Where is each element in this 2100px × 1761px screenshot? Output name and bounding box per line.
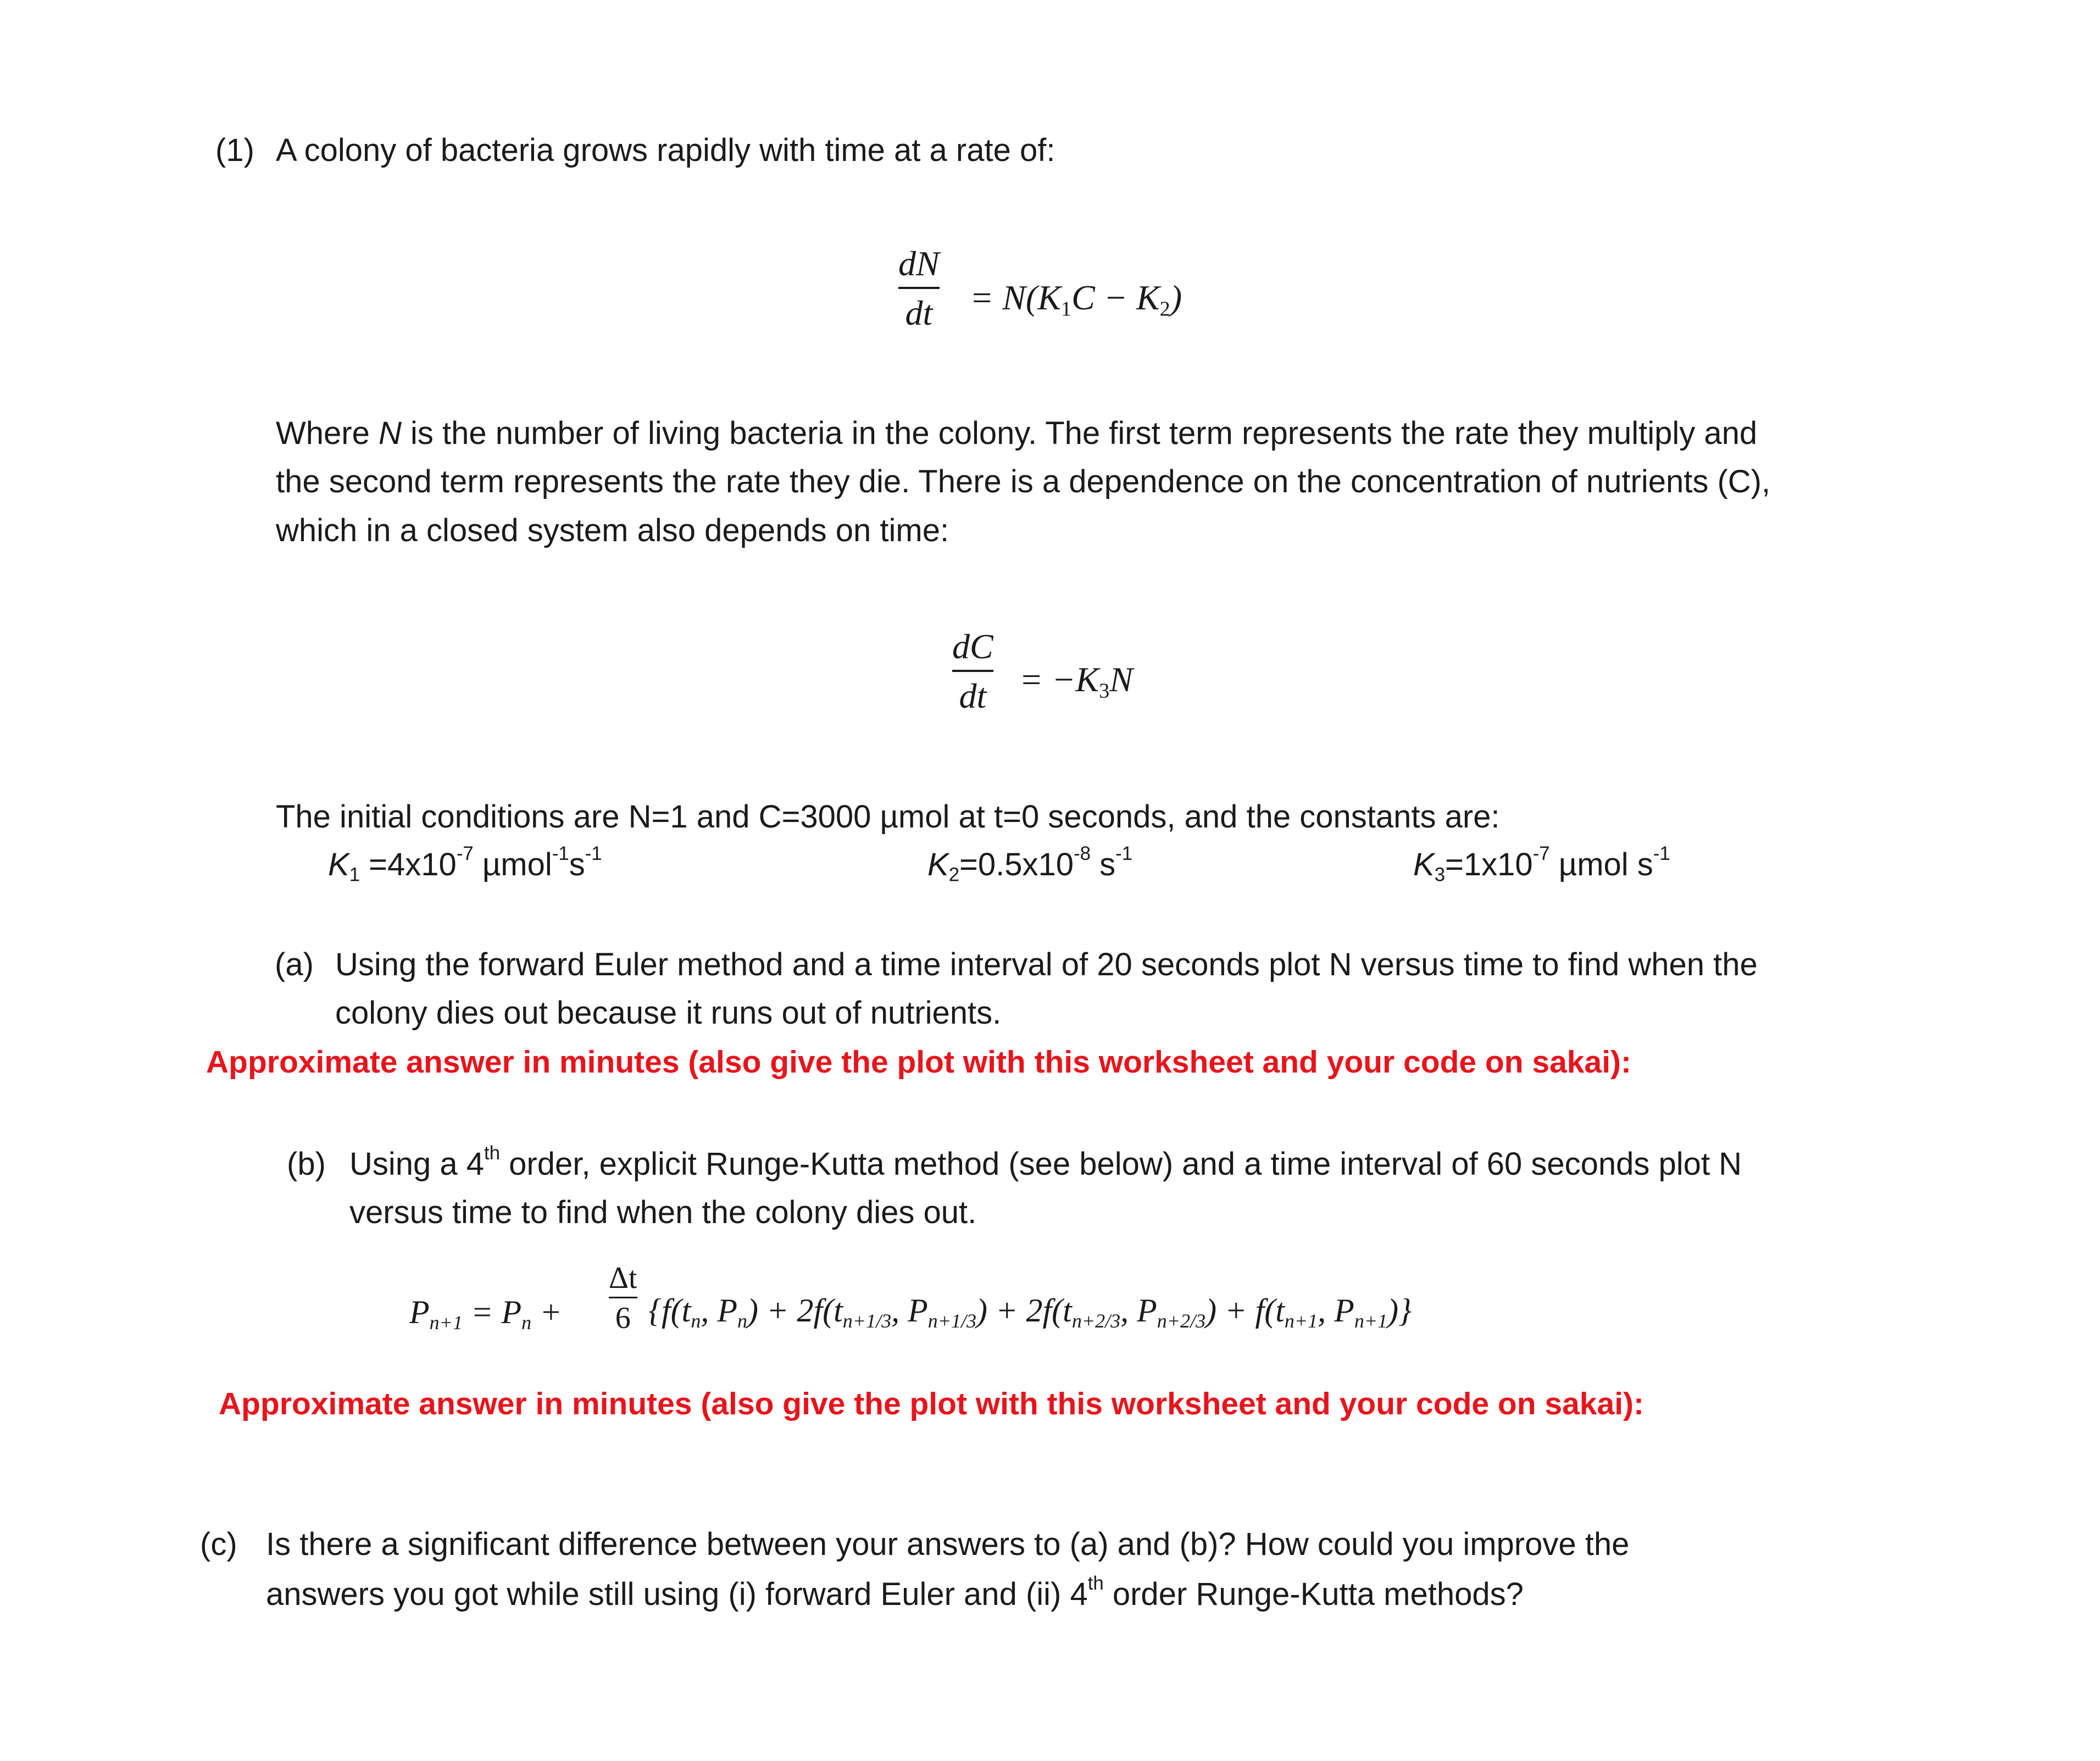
- eq2-sub: 3: [1099, 679, 1110, 703]
- part-c-line2: [266, 1573, 1524, 1612]
- rk-body: {$f(t_n$, $P_n) + 2f(t_{n+1/3}$, $P_{n+1/3}) + 2f(t_{n+2/3}$, $P_{n+2/3}) + f(t_{n+1}$, $P_{n+1}$)}: [648, 1292, 1412, 1332]
- para1-line1-n: N: [378, 415, 402, 451]
- part-c-label: (c): [200, 1526, 237, 1562]
- eq1-numerator: dN: [898, 244, 940, 283]
- part-b-line2: versus time to find when the colony dies out.: [349, 1195, 977, 1230]
- k2-sub: 2: [948, 864, 960, 886]
- part-b-line1-a: Using a 4: [349, 1146, 485, 1182]
- rk-eq-sub: n: [521, 1311, 532, 1334]
- k1-exp: -7: [456, 843, 474, 865]
- part-b-line1: [349, 1142, 1742, 1182]
- part-b-label: (b): [287, 1146, 326, 1182]
- k2-value: =0.5x10: [959, 847, 1074, 882]
- k1-unit-exp1: -1: [552, 843, 569, 865]
- part-c-line2-b: order Runge-Kutta methods?: [1103, 1576, 1524, 1612]
- k3-unit-exp: -1: [1653, 843, 1670, 865]
- rk-fraction-bar: [609, 1297, 637, 1298]
- eq1-rhs-c: ): [1170, 278, 1182, 317]
- rk-eq-p: = P: [462, 1294, 522, 1330]
- para1-line1-a: Where: [276, 415, 379, 451]
- part-c-line2-sup: th: [1087, 1573, 1104, 1595]
- eq2-rhs: [1019, 660, 1133, 703]
- part-a-line1: Using the forward Euler method and a time interval of 20 seconds plot N versus time to find when the: [335, 947, 1758, 982]
- k1-label: K: [328, 847, 349, 882]
- k3-value: =1x10: [1445, 847, 1533, 882]
- rk-lhs: [409, 1294, 562, 1334]
- constant-k1: [328, 843, 602, 886]
- k1-unit-exp2: -1: [585, 843, 602, 865]
- k1-unit2: s: [569, 847, 585, 882]
- k3-unit: µmol s: [1549, 847, 1653, 882]
- eq1-rhs-b: C − K: [1071, 278, 1160, 317]
- rk-fraction-den: 6: [615, 1301, 631, 1335]
- para1-line1-b: is the number of living bacteria in the colony. The first term represents the rate they multiply and: [401, 415, 1758, 451]
- eq2-rhs-a: = −K: [1019, 660, 1099, 699]
- part-a-answer-prompt: Approximate answer in minutes (also give the plot with this worksheet and your code on sakai):: [206, 1045, 1632, 1080]
- part-b-line1-b: order, explicit Runge-Kutta method (see below) and a time interval of 60 seconds plot N: [500, 1146, 1742, 1182]
- rk-lhs-sub: n+1: [429, 1311, 463, 1334]
- eq2-fraction-bar: [952, 670, 993, 672]
- k3-label: K: [1413, 847, 1435, 882]
- constant-k2: [927, 843, 1133, 886]
- eq1-fraction-bar: [898, 287, 940, 289]
- k2-label: K: [927, 847, 949, 882]
- part-a-line2: colony dies out because it runs out of nutrients.: [335, 995, 1002, 1031]
- k3-exp: -7: [1532, 843, 1550, 865]
- eq2-denominator: dt: [959, 676, 987, 715]
- eq1-fraction: [898, 246, 940, 331]
- rk-plus: +: [531, 1294, 562, 1330]
- eq1-sub1: 1: [1060, 297, 1072, 321]
- eq1-rhs-a: = N(K: [970, 278, 1061, 317]
- k1-unit: µmol: [473, 847, 552, 882]
- eq2-numerator: dC: [952, 627, 993, 666]
- eq1-rhs: [970, 278, 1182, 321]
- problem-number: (1): [215, 132, 254, 168]
- initial-conditions: The initial conditions are N=1 and C=3000 µmol at t=0 seconds, and the constants are:: [276, 799, 1500, 835]
- k1-value: =4x10: [360, 847, 457, 882]
- para1-line1: [276, 415, 1758, 451]
- rk-lhs-p: P: [409, 1294, 430, 1330]
- k2-unit-exp: -1: [1115, 843, 1133, 865]
- k2-exp: -8: [1074, 843, 1091, 865]
- part-a-label: (a): [275, 947, 314, 982]
- part-b-line1-sup: th: [484, 1142, 501, 1164]
- rk-fraction: [609, 1263, 637, 1334]
- part-b-answer-prompt: Approximate answer in minutes (also give the plot with this worksheet and your code on sakai):: [219, 1386, 1645, 1421]
- para1-line3: which in a closed system also depends on time:: [276, 513, 949, 548]
- para1-line2: the second term represents the rate they die. There is a dependence on the concentration of nutrients (C),: [276, 464, 1771, 499]
- part-c-line1: Is there a significant difference between your answers to (a) and (b)? How could you improve the: [266, 1526, 1630, 1562]
- problem-intro: A colony of bacteria grows rapidly with time at a rate of:: [276, 132, 1055, 168]
- eq1-sub2: 2: [1159, 297, 1170, 321]
- eq2-fraction: [952, 629, 993, 714]
- eq2-rhs-b: N: [1109, 660, 1133, 699]
- k1-sub: 1: [349, 864, 360, 886]
- k3-sub: 3: [1434, 864, 1446, 886]
- constant-k3: [1413, 843, 1670, 886]
- part-c-line2-a: answers you got while still using (i) forward Euler and (ii) 4: [266, 1576, 1088, 1612]
- rk-fraction-num: Δt: [609, 1261, 637, 1295]
- k2-unit: s: [1091, 847, 1116, 882]
- eq1-denominator: dt: [905, 293, 933, 332]
